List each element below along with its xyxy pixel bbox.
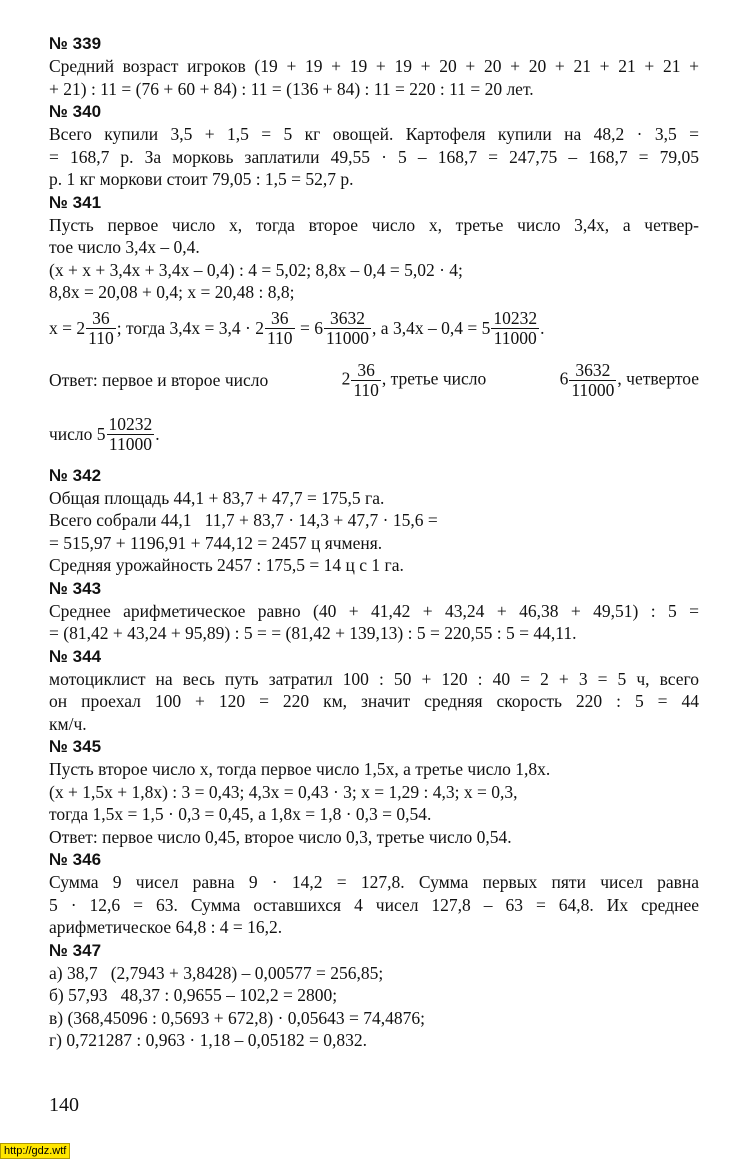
fraction [324, 309, 371, 348]
problem-title: № 343 [49, 578, 102, 598]
mixed-number-int: 5 [96, 424, 106, 445]
text-fragment: Ответ: первое и второе число [49, 370, 269, 391]
answer-line [49, 358, 699, 404]
problem-343 [49, 577, 699, 645]
text-fragment: , четвертое [617, 368, 699, 389]
denominator: 11000 [493, 328, 537, 348]
mixed-number-int: 2 [341, 368, 351, 389]
denominator: 11000 [571, 380, 615, 400]
text-fragment: x = [49, 318, 72, 339]
text-fragment: = [299, 318, 310, 339]
text-fragment: . [155, 424, 160, 445]
text-line: Ответ: первое число 0,45, второе число 0,3, третье число 0,54. [49, 826, 512, 847]
numerator: 3632 [324, 309, 371, 329]
fraction [351, 361, 381, 400]
numerator: 10232 [493, 308, 538, 328]
fraction-line [49, 306, 699, 352]
page-number: 140 [49, 1094, 79, 1116]
text-line: км/ч. [49, 713, 87, 734]
problem-346 [49, 848, 699, 939]
text-line: он проехал 100 + 120 = 220 км, значит средняя скорость 220 : 5 = 44 [49, 691, 699, 711]
fraction [569, 361, 616, 400]
problem-title: № 342 [49, 465, 102, 485]
text-line: = 515,97 + 1196,91 + 744,12 = 2457 ц ячменя. [49, 532, 383, 553]
text-line: г) 0,721287 : 0,963 · 1,18 – 0,05182 = 0,832. [49, 1030, 367, 1050]
text-line: 8,8x = 20,08 + 0,4; x = 20,48 : 8,8; [49, 282, 295, 302]
text-line: тогда 1,5x = 1,5 · 0,3 = 0,45, а 1,8x = 1,8 · 0,3 = 0,54. [49, 804, 432, 824]
text-line: Общая площадь 44,1 + 83,7 + 47,7 = 175,5 га. [49, 487, 385, 508]
text-line: тое число 3,4x – 0,4. [49, 237, 200, 257]
mixed-number-int: 6 [314, 318, 323, 339]
answer-line [49, 412, 699, 458]
fraction [107, 415, 155, 454]
text-line: б) 57,93 48,37 : 0,9655 – 102,2 = 2800; [49, 985, 338, 1005]
text-fragment: ; тогда 3,4x = 3,4 · [116, 318, 251, 339]
numerator: 36 [265, 309, 295, 329]
text-line: 5 · 12,6 = 63. Сумма оставшихся 4 чисел 127,8 – 63 = 64,8. Их среднее [49, 894, 699, 915]
text-line: = (81,42 + 43,24 + 95,89) : 5 = = (81,42 + 139,13) : 5 = 220,55 : 5 = 44,11. [49, 623, 577, 643]
denominator: 11000 [325, 328, 370, 348]
mixed-number-int: 6 [559, 368, 569, 389]
problem-title: № 345 [49, 737, 102, 756]
text-line: Среднее арифметическое равно (40 + 41,42 + 43,24 + 46,38 + 49,51) : 5 = [49, 600, 699, 621]
denominator: 110 [88, 328, 114, 348]
problem-title: № 339 [49, 34, 102, 53]
text-line: а) 38,7 (2,7943 + 3,8428) – 0,00577 = 256,85; [49, 962, 384, 983]
text-line: мотоциклист на весь путь затратил 100 : 50 + 120 : 40 = 2 + 3 = 5 ч, всего [49, 668, 699, 689]
text-line: Всего собрали 44,1 11,7 + 83,7 · 14,3 + 47,7 · 15,6 = [49, 510, 438, 530]
numerator: 3632 [569, 361, 616, 381]
text-fragment: , третье число [381, 368, 487, 389]
problem-title: № 340 [49, 102, 102, 121]
mixed-number-int: 2 [255, 318, 264, 339]
mixed-number-int: 2 [76, 318, 86, 339]
numerator: 10232 [108, 414, 153, 434]
mixed-number-int: 5 [481, 318, 491, 339]
numerator: 36 [351, 361, 381, 381]
text-line: Средний возраст игроков (19 + 19 + 19 + 19 + 20 + 20 + 20 + 21 + 21 + 21 + [49, 56, 699, 76]
problem-345 [49, 735, 699, 848]
problem-title: № 346 [49, 850, 102, 869]
denominator: 110 [266, 328, 293, 348]
problem-title: № 341 [49, 192, 102, 212]
text-fragment: . [540, 318, 545, 339]
text-line: р. 1 кг моркови стоит 79,05 : 1,5 = 52,7 р. [49, 169, 354, 189]
text-line: Пусть первое число x, тогда второе число x, третье число 3,4x, а четвер- [49, 214, 699, 235]
fraction [265, 309, 295, 348]
denominator: 110 [353, 380, 379, 400]
problem-347 [49, 939, 699, 1052]
text-line: Пусть второе число x, тогда первое число 1,5x, а третье число 1,8x. [49, 759, 551, 779]
text-fragment: число [49, 424, 93, 445]
text-line: в) (368,45096 : 0,5693 + 672,8) · 0,05643 = 74,4876; [49, 1007, 426, 1028]
problem-340 [49, 100, 699, 191]
problem-344 [49, 645, 699, 736]
problem-title: № 344 [49, 646, 102, 666]
text-line: Всего купили 3,5 + 1,5 = 5 кг овощей. Картофеля купили на 48,2 · 3,5 = [49, 124, 699, 144]
text-line: (x + x + 3,4x + 3,4x – 0,4) : 4 = 5,02; 8,8x – 0,4 = 5,02 · 4; [49, 259, 463, 280]
problem-title: № 347 [49, 940, 102, 960]
problem-339 [49, 32, 699, 100]
text-line: (x + 1,5x + 1,8x) : 3 = 0,43; 4,3x = 0,43 · 3; x = 1,29 : 4,3; x = 0,3, [49, 781, 518, 802]
text-fragment: , а 3,4x – 0,4 = [372, 318, 478, 339]
problem-341 [49, 191, 699, 458]
text-line: арифметическое 64,8 : 4 = 16,2. [49, 917, 283, 937]
text-line: Сумма 9 чисел равна 9 · 14,2 = 127,8. Сумма первых пяти чисел равна [49, 872, 699, 892]
text-line: = 168,7 р. За морковь заплатили 49,55 · 5 – 168,7 = 247,75 – 168,7 = 79,05 [49, 146, 699, 167]
text-line: + 21) : 11 = (76 + 60 + 84) : 11 = (136 + 84) : 11 = 220 : 11 = 20 лет. [49, 78, 534, 99]
numerator: 36 [86, 309, 116, 329]
site-link[interactable]: http://gdz.wtf [0, 1143, 70, 1159]
problem-342 [49, 464, 699, 577]
fraction [491, 309, 539, 348]
denominator: 11000 [108, 434, 152, 454]
solutions-page [49, 32, 699, 1052]
text-line: Средняя урожайность 2457 : 175,5 = 14 ц с 1 га. [49, 555, 404, 575]
fraction [86, 309, 116, 348]
